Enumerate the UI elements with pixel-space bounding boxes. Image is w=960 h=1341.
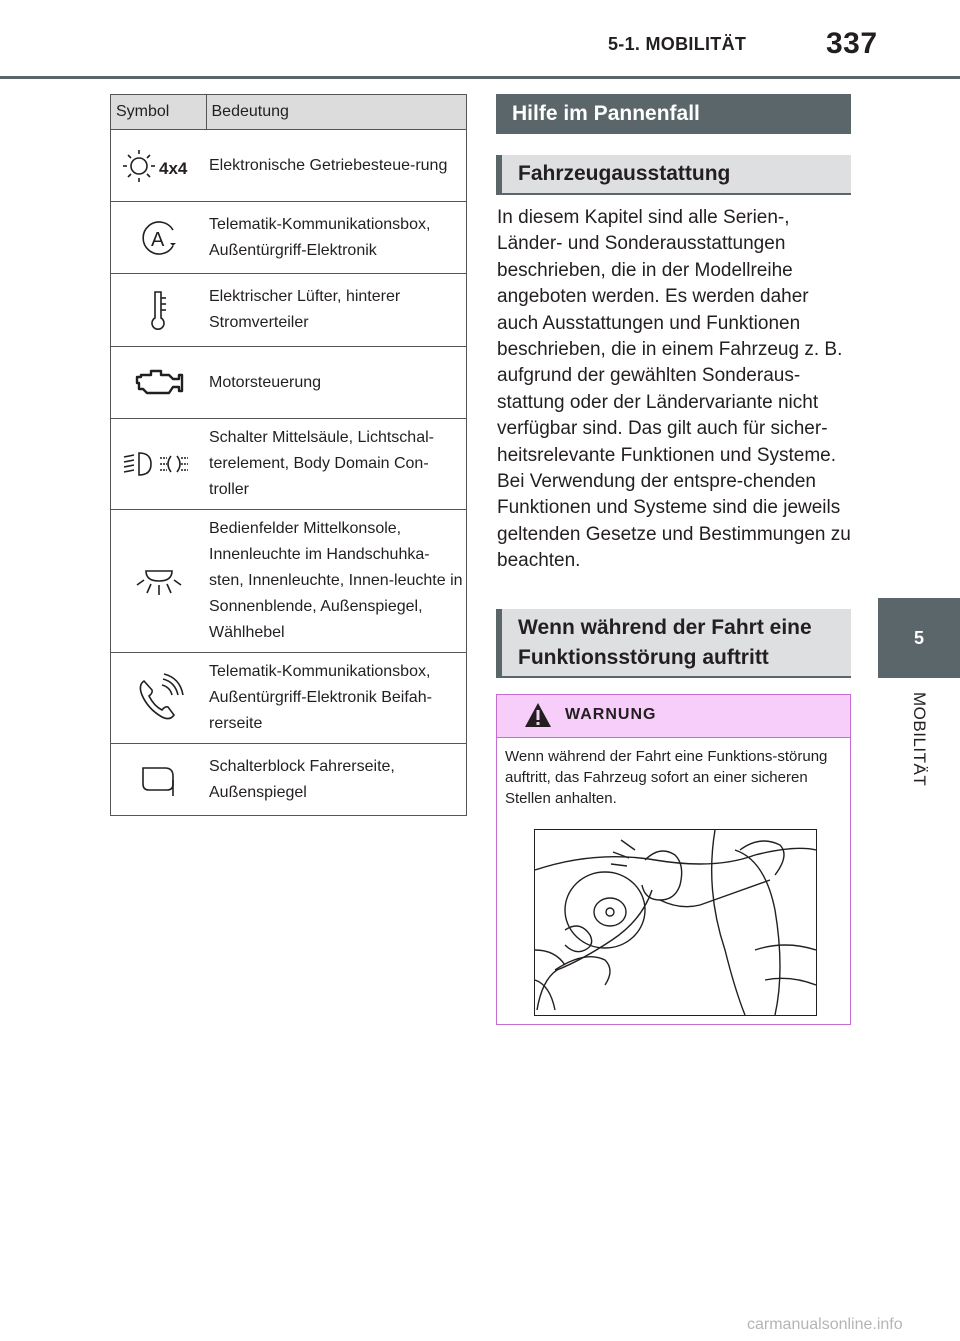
warning-box: [496, 694, 851, 1025]
symbol-cell: [111, 510, 207, 653]
subsection-title-line2: Funktionsstörung auftritt: [518, 646, 769, 669]
table-row: [111, 202, 467, 274]
table-row: [111, 510, 467, 653]
equipment-paragraph: In diesem Kapitel sind alle Serien-, Länder- und Sonderausstattungen beschrieben, die in der Modellreihe angeboten werden. Es werden daher auch Ausstattungen und Funktionen beschrieben, die in einem Fahrzeug z. B. aufgrund der gewählten Sonderaus-stattung oder der Ländervariante nicht verfügbar sind. Das gilt auch für sicher-heitsrelevante Funktionen und Systeme. Bei Verwendung der entspre-chenden Funktionen und Systeme sind die jeweils geltenden Gesetze und Bestimmungen zu beachten.: [497, 207, 851, 572]
column-symbol-header: Symbol: [111, 95, 207, 130]
column-meaning-header: Bedeutung: [206, 95, 467, 130]
table-row: [111, 744, 467, 816]
table-row: [111, 130, 467, 202]
meaning-cell: Bedienfelder Mittelkonsole, Innenleuchte im Handschuhka-sten, Innenleuchte, Innen-leuchte in Sonnenblende, Außenspiegel, Wählhebel: [206, 510, 467, 653]
symbol-cell: [111, 419, 207, 510]
table-header-row: [111, 95, 467, 130]
sun-4x4-icon: [119, 146, 199, 186]
subsection-title-equipment: Fahrzeugausstattung: [496, 155, 851, 195]
symbol-cell: [111, 274, 207, 347]
table-row: [111, 274, 467, 347]
meaning-cell: Motorsteuerung: [206, 347, 467, 419]
symbol-cell: [111, 130, 207, 202]
thermometer-icon: [144, 288, 174, 332]
headlight-icon: [119, 446, 199, 482]
mirror-icon: [137, 760, 181, 800]
symbol-cell: [111, 202, 207, 274]
table-row: [111, 347, 467, 419]
meaning-cell: Schalterblock Fahrerseite, Außenspiegel: [206, 744, 467, 816]
interior-light-icon: [134, 563, 184, 599]
meaning-cell: Telematik-Kommunikationsbox, Außentürgriff-Elektronik Beifah-rerseite: [206, 653, 467, 744]
meaning-cell: Elektrischer Lüfter, hinterer Stromverteiler: [206, 274, 467, 347]
table-row: [111, 653, 467, 744]
chapter-heading: 5-1. MOBILITÄT: [608, 34, 747, 54]
driver-illustration-image: [535, 830, 816, 1015]
chapter-tab-number: 5: [913, 627, 924, 648]
icon-4x4-text: 4x4: [158, 158, 187, 178]
header-rule: [0, 76, 960, 79]
symbol-table: [110, 94, 467, 816]
engine-icon: [133, 365, 185, 401]
section-title: Hilfe im Pannenfall: [512, 102, 700, 125]
subsection-title-malfunction: [496, 609, 851, 678]
warning-title: WARNUNG: [565, 706, 657, 723]
meaning-cell: Schalter Mittelsäule, Lichtschal-terelement, Body Domain Con-troller: [206, 419, 467, 510]
warning-triangle-icon: [524, 702, 552, 728]
warning-text: Wenn während der Fahrt eine Funktions-störung auftritt, das Fahrzeug sofort an einer sicheren Stellen anhalten.: [505, 748, 828, 807]
page-number: 337: [826, 27, 878, 60]
section-title-bar: [496, 94, 851, 134]
meaning-cell: Telematik-Kommunikationsbox, Außentürgriff-Elektronik: [206, 202, 467, 274]
footer-watermark: carmanualsonline.info: [747, 1316, 903, 1333]
letter-a-circle-icon: [137, 216, 181, 260]
icon-a-letter: A: [150, 228, 164, 251]
chapter-tab[interactable]: [878, 598, 960, 678]
warning-header: [497, 695, 850, 738]
meaning-cell: Elektronische Getriebesteue-rung: [206, 130, 467, 202]
symbol-cell: [111, 347, 207, 419]
symbol-cell: [111, 653, 207, 744]
driver-airbag-illustration: [534, 829, 817, 1016]
symbol-cell: [111, 744, 207, 816]
table-row: [111, 419, 467, 510]
subsection-title-line1: Wenn während der Fahrt eine: [518, 616, 812, 639]
phone-icon: [134, 673, 184, 723]
chapter-tab-label: MOBILITÄT: [910, 692, 929, 787]
